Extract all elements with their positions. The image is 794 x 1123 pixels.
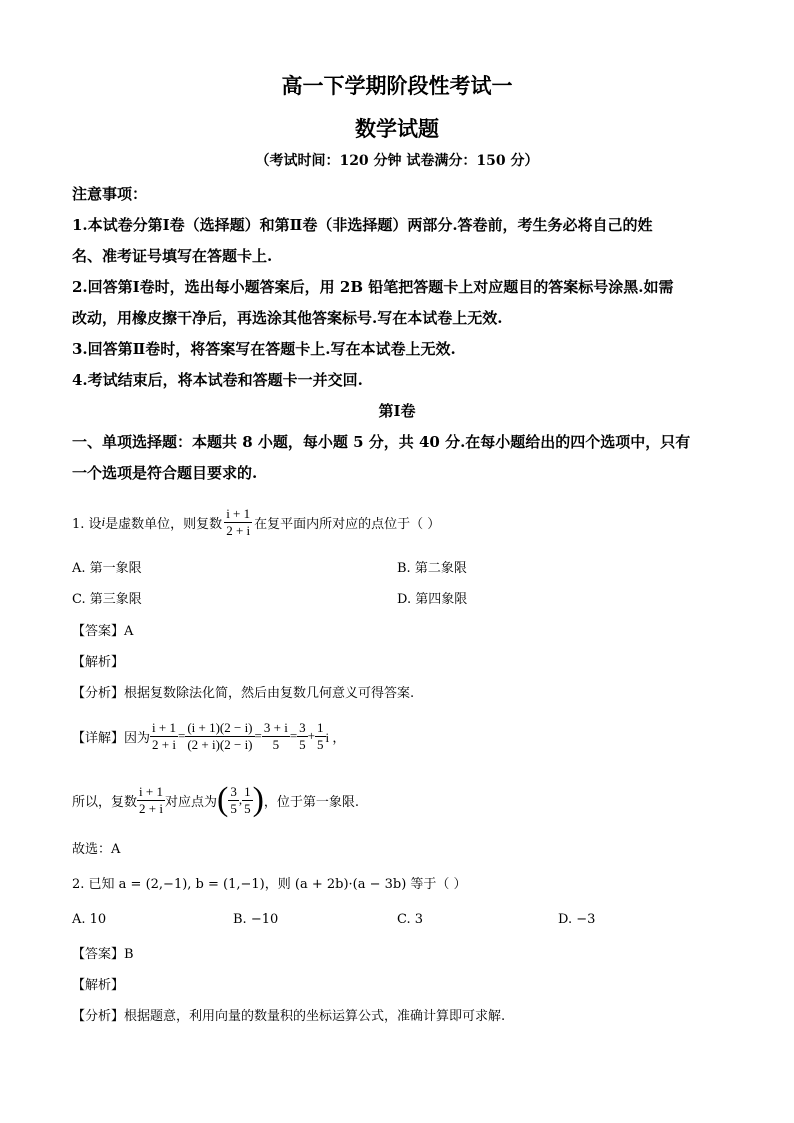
q1-detail-tail: i ， bbox=[325, 729, 346, 745]
q1-so-prefix: 所以，复数 bbox=[72, 794, 138, 810]
q1-so-suffix: ，位于第一象限. bbox=[263, 794, 360, 810]
q2-option-d: D. −3 bbox=[558, 912, 596, 927]
plus-sign: + bbox=[307, 728, 315, 743]
q1-suffix: 在复平面内所对应的点位于（ ） bbox=[254, 516, 441, 532]
frac-denominator: 5 bbox=[244, 800, 251, 816]
frac-numerator: 3 bbox=[230, 783, 237, 799]
q2-option-a: A. 10 bbox=[72, 912, 107, 927]
question-2: 2. 已知 a = (2,−1), b = (1,−1)，则 (a + 2b)·(a − 3b) 等于（ ） bbox=[72, 877, 467, 892]
frac-denominator: (2 + i)(2 − i) bbox=[187, 736, 253, 752]
frac-numerator: 3 bbox=[299, 719, 306, 735]
equals-sign: = bbox=[254, 728, 262, 743]
q1-fenxi: 【分析】根据复数除法化简，然后由复数几何意义可得答案. bbox=[72, 686, 415, 701]
q1-point-x bbox=[228, 784, 239, 816]
frac-denominator: 5 bbox=[230, 800, 237, 816]
equals-sign: = bbox=[289, 728, 298, 743]
frac-denominator: 5 bbox=[299, 736, 306, 752]
q1-detail-frac-3 bbox=[262, 720, 290, 752]
frac-numerator: 1 bbox=[317, 719, 324, 735]
q1-fraction-denominator: 2 + i bbox=[226, 522, 251, 538]
comma: , bbox=[238, 792, 243, 807]
q2-option-b: B. −10 bbox=[233, 912, 279, 927]
q1-so-line bbox=[72, 774, 359, 826]
q1-detail-prefix: 【详解】因为 bbox=[72, 730, 151, 746]
frac-numerator: i + 1 bbox=[139, 783, 163, 799]
q2-analysis-label: 【解析】 bbox=[72, 978, 125, 993]
q1-prefix: 1. 设 bbox=[72, 516, 102, 532]
q1-imag-unit: i bbox=[101, 514, 106, 529]
q2-answer: 【答案】B bbox=[72, 947, 134, 962]
frac-numerator: 1 bbox=[244, 783, 251, 799]
q1-point-y bbox=[242, 784, 253, 816]
q1-conclusion: 故选：A bbox=[72, 842, 121, 857]
frac-numerator: i + 1 bbox=[152, 719, 176, 735]
note-2-line-2: 改动，用橡皮擦干净后，再选涂其他答案标号.写在本试卷上无效. bbox=[72, 309, 503, 327]
frac-denominator: 2 + i bbox=[139, 800, 163, 816]
exam-info: （考试时间：120 分钟 试卷满分：150 分） bbox=[255, 153, 539, 169]
frac-numerator: (i + 1)(2 − i) bbox=[187, 719, 253, 735]
part-1-title: 第Ⅰ卷 bbox=[378, 402, 416, 420]
q1-option-a: A. 第一象限 bbox=[72, 561, 142, 576]
q1-detail-frac-4 bbox=[297, 720, 308, 752]
section-1-line-2: 一个选项是符合题目要求的. bbox=[72, 464, 258, 482]
q1-fraction-numerator: i + 1 bbox=[226, 505, 251, 521]
q1-fraction bbox=[224, 506, 252, 538]
q1-answer: 【答案】A bbox=[72, 624, 134, 639]
frac-numerator: 3 + i bbox=[263, 719, 288, 735]
note-2-line-1: 2.回答第Ⅰ卷时，选出每小题答案后，用 2B 铅笔把答题卡上对应题目的答案标号涂黑.如需 bbox=[72, 278, 674, 296]
q1-option-c: C. 第三象限 bbox=[72, 592, 142, 607]
q1-detail bbox=[72, 712, 345, 760]
q1-analysis-label: 【解析】 bbox=[72, 655, 125, 670]
equals-sign: = bbox=[177, 728, 186, 743]
question-1 bbox=[72, 500, 440, 544]
q1-mid: 是虚数单位，则复数 bbox=[105, 516, 223, 532]
q1-detail-frac-1 bbox=[150, 720, 178, 752]
q1-so-frac bbox=[137, 784, 165, 816]
note-3: 3.回答第Ⅱ卷时，将答案写在答题卡上.写在本试卷上无效. bbox=[72, 340, 456, 358]
frac-denominator: 5 bbox=[272, 736, 280, 752]
frac-denominator: 5 bbox=[317, 736, 324, 752]
q2-option-c: C. 3 bbox=[397, 912, 424, 927]
q1-option-d: D. 第四象限 bbox=[397, 592, 468, 607]
q1-detail-frac-5 bbox=[315, 720, 326, 752]
note-1-line-1: 1.本试卷分第Ⅰ卷（选择题）和第Ⅱ卷（非选择题）两部分.答卷前，考生务必将自己的姓 bbox=[72, 216, 653, 234]
q2-fenxi: 【分析】根据题意，利用向量的数量积的坐标运算公式，准确计算即可求解. bbox=[72, 1009, 506, 1024]
right-paren: ) bbox=[252, 781, 264, 818]
left-paren: ( bbox=[216, 781, 229, 818]
exam-subtitle: 数学试题 bbox=[355, 116, 439, 141]
q1-option-b: B. 第二象限 bbox=[397, 561, 467, 576]
q1-so-mid: 对应点为 bbox=[164, 794, 217, 810]
q1-detail-frac-2 bbox=[185, 720, 254, 752]
frac-denominator: 2 + i bbox=[152, 736, 176, 752]
section-1-line-1: 一、单项选择题：本题共 8 小题，每小题 5 分，共 40 分.在每小题给出的四个选项中，只有 bbox=[72, 433, 691, 451]
note-4: 4.考试结束后，将本试卷和答题卡一并交回. bbox=[72, 371, 363, 389]
note-1-line-2: 名、准考证号填写在答题卡上. bbox=[72, 247, 273, 265]
notes-heading: 注意事项： bbox=[72, 185, 148, 203]
exam-title: 高一下学期阶段性考试一 bbox=[281, 73, 513, 98]
